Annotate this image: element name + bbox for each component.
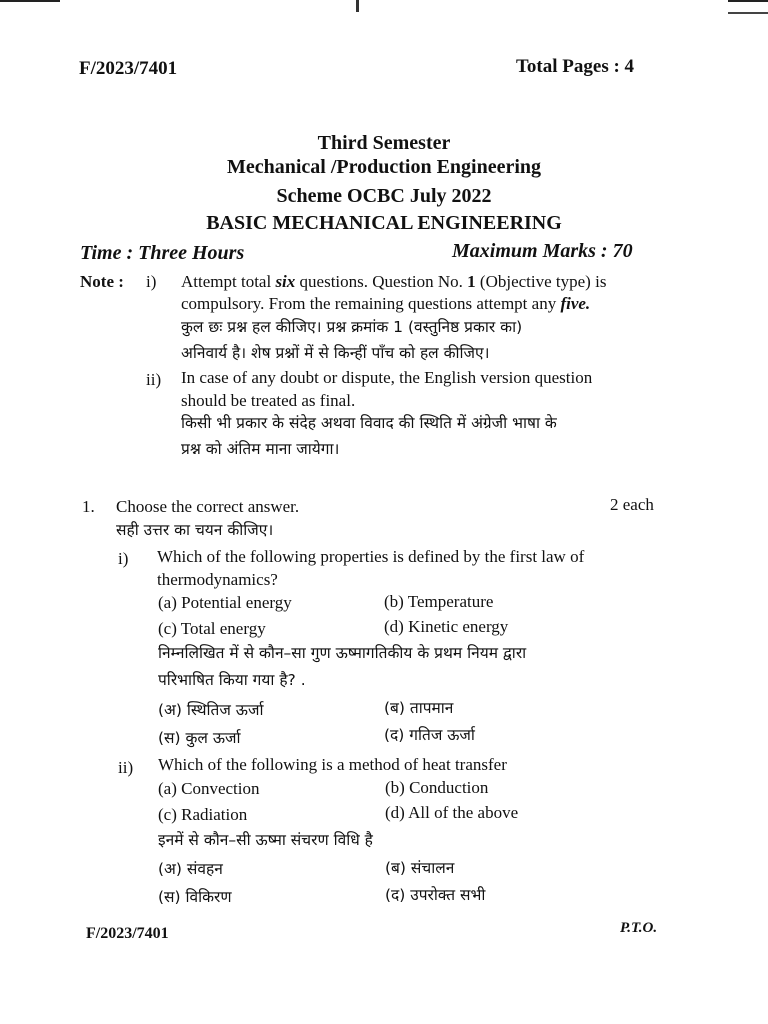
question-marks: 2 each [610,495,654,514]
option-b: (b) Temperature [384,592,494,611]
option-d: (d) Kinetic energy [384,617,509,636]
footer-paper-code: F/2023/7401 [86,925,169,942]
time-allowed: Time : Three Hours [80,242,245,264]
option-hindi-a: (अ) संवहन [158,860,223,878]
option-c: (c) Total energy [158,619,266,638]
option-hindi-d: (द) गतिज ऊर्जा [384,726,475,744]
scheme-title: Scheme OCBC July 2022 [276,185,492,207]
subquestion-hindi: इनमें से कौन–सी ऊष्मा संचरण विधि है [158,831,373,849]
option-hindi-b: (ब) तापमान [384,699,454,717]
question-instruction-hindi: सही उत्तर का चयन कीजिए। [116,521,274,539]
maximum-marks: Maximum Marks : 70 [452,240,633,262]
subquestion-text: Which of the following properties is defined by the first law of [157,547,585,566]
scan-edge-mark [356,0,359,12]
option-hindi-a: (अ) स्थितिज ऊर्जा [158,701,264,719]
note-2-hindi: किसी भी प्रकार के संदेह अथवा विवाद की स्थिति में अंग्रेजी भाषा के [181,414,557,432]
note-marker: ii) [146,370,162,389]
option-hindi-c: (स) विकिरण [158,888,232,906]
subquestion-hindi: निम्नलिखित में से कौन–सा गुण ऊष्मागतिकीय के प्रथम नियम द्वारा [158,644,527,662]
option-hindi-c: (स) कुल ऊर्जा [158,729,241,747]
note-1-hindi: कुल छः प्रश्न हल कीजिए। प्रश्न क्रमांक 1 (वस्तुनिष्ठ प्रकार का) [181,318,523,336]
branch-title: Mechanical /Production Engineering [226,156,542,178]
note-marker: i) [146,272,157,291]
note-label: Note : [80,272,124,291]
note-1-english: Attempt total six questions. Question No. 1 (Objective type) is [181,272,607,291]
note-1-hindi-cont: अनिवार्य है। शेष प्रश्नों में से किन्हीं पाँच को हल कीजिए। [181,344,490,362]
option-a: (a) Convection [158,779,260,798]
paper-code: F/2023/7401 [79,58,178,79]
note-2-english-cont: should be treated as final. [181,391,356,410]
scan-edge-mark [728,0,768,2]
option-c: (c) Radiation [158,805,248,824]
option-hindi-d: (द) उपरोक्त सभी [385,886,486,904]
question-number: 1. [82,497,95,516]
please-turn-over: P.T.O. [620,920,658,936]
total-pages: Total Pages : 4 [516,56,635,77]
option-b: (b) Conduction [385,778,489,797]
subject-title: BASIC MECHANICAL ENGINEERING [206,212,562,234]
note-2-english: In case of any doubt or dispute, the English version question [181,368,593,387]
subquestion-marker: ii) [118,758,134,777]
subquestion-hindi-cont: परिभाषित किया गया है? . [158,671,306,689]
subquestion-text: Which of the following is a method of heat transfer [158,755,507,774]
subquestion-marker: i) [118,549,129,568]
scan-edge-mark [0,0,60,2]
note-2-hindi-cont: प्रश्न को अंतिम माना जायेगा। [181,440,340,458]
option-d: (d) All of the above [385,803,519,822]
option-hindi-b: (ब) संचालन [385,859,455,877]
question-instruction: Choose the correct answer. [116,497,300,516]
scan-edge-mark [728,12,768,14]
option-a: (a) Potential energy [158,593,292,612]
semester-title: Third Semester [317,132,451,154]
note-1-english-cont: compulsory. From the remaining questions attempt any five. [181,294,591,313]
subquestion-text-cont: thermodynamics? [157,570,278,589]
